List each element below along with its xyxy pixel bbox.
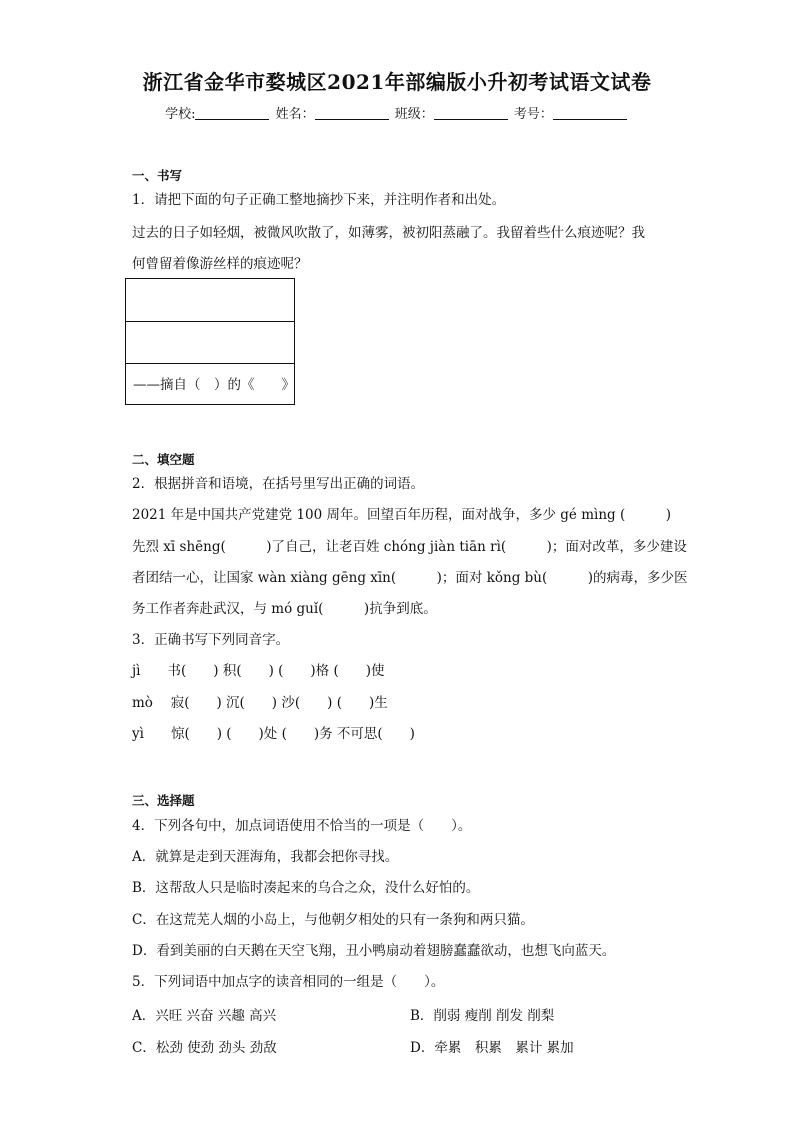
q4-option-d[interactable]: D．看到美丽的白天鹅在天空飞翔，丑小鸭扇动着翅膀蠢蠢欲动，也想飞向蓝天。	[132, 943, 616, 959]
class-label: 班级：	[394, 107, 434, 122]
q2-text-line-1: 2021 年是中国共产党建党 100 周年。回望百年历程，面对战争，多少 gé mìng ( )	[132, 507, 671, 523]
section-heading-choice: 三、选择题	[132, 793, 195, 808]
class-blank[interactable]	[434, 107, 508, 120]
source-annotation: ——摘自（ ）的《 》	[133, 377, 295, 393]
exam-number-label: 考号：	[513, 107, 553, 122]
q3-row-mo: mò 寂( ) 沉( ) 沙( ) ( )生	[132, 695, 388, 711]
q4-prompt: 4．下列各句中，加点词语使用不恰当的一项是（ ）。	[132, 818, 472, 834]
q3-row-ji: jì 书( ) 积( ) ( )格 ( )使	[132, 663, 385, 679]
q2-text-line-2: 先烈 xī shēng( )了自己，让老百姓 chóng jiàn tiān rì( )；面对改革，多少建设	[132, 539, 687, 555]
q2-prompt: 2．根据拼音和语境，在括号里写出正确的词语。	[132, 476, 425, 492]
q5-prompt: 5．下列词语中加点字的读音相同的一组是（ ）。	[132, 974, 445, 990]
exam-number-blank[interactable]	[553, 107, 627, 120]
section-heading-writing: 一、书写	[132, 168, 183, 183]
q3-row-yi: yì 惊( ) ( )处 ( )务 不可思( )	[132, 726, 415, 742]
name-label: 姓名：	[275, 107, 315, 122]
q5-option-c[interactable]: C．松劲 使劲 劲头 劲敌	[132, 1040, 277, 1056]
q2-text-line-3: 者团结一心，让国家 wàn xiàng gēng xīn( )；面对 kǒng bù( )的病毒，多少医	[132, 570, 688, 586]
q4-option-c[interactable]: C．在这荒芜人烟的小岛上，与他朝夕相处的只有一条狗和两只猫。	[132, 912, 534, 928]
q5-option-b[interactable]: B．削弱 瘦削 削发 削梨	[410, 1008, 555, 1024]
q4-option-b[interactable]: B．这帮敌人只是临时凑起来的乌合之众，没什么好怕的。	[132, 880, 480, 896]
q3-prompt: 3．正确书写下列同音字。	[132, 632, 290, 648]
q1-prompt: 1．请把下面的句子正确工整地摘抄下来，并注明作者和出处。	[132, 192, 506, 208]
q1-passage-line-1: 过去的日子如轻烟，被微风吹散了，如薄雾，被初阳蒸融了。我留着些什么痕迹呢？我	[132, 225, 645, 241]
q5-option-d[interactable]: D．牵累 积累 累计 累加	[410, 1040, 574, 1056]
student-info-line	[0, 103, 794, 122]
writing-line-1[interactable]	[126, 279, 294, 322]
section-heading-fill-blank: 二、填空题	[132, 452, 195, 467]
q2-text-line-4: 务工作者奔赴武汉，与 mó guǐ( )抗争到底。	[132, 601, 437, 617]
q4-option-a[interactable]: A．就算是走到天涯海角，我都会把你寻找。	[132, 849, 399, 865]
copy-writing-box	[125, 278, 295, 405]
q1-passage-line-2: 何曾留着像游丝样的痕迹呢？	[132, 256, 308, 272]
school-label: 学校:	[165, 107, 196, 122]
name-blank[interactable]	[315, 107, 389, 120]
q5-option-a[interactable]: A．兴旺 兴奋 兴趣 高兴	[132, 1008, 277, 1024]
writing-line-2[interactable]	[126, 321, 294, 364]
exam-title: 浙江省金华市婺城区2021年部编版小升初考试语文试卷	[142, 70, 652, 94]
school-blank[interactable]	[195, 107, 269, 120]
